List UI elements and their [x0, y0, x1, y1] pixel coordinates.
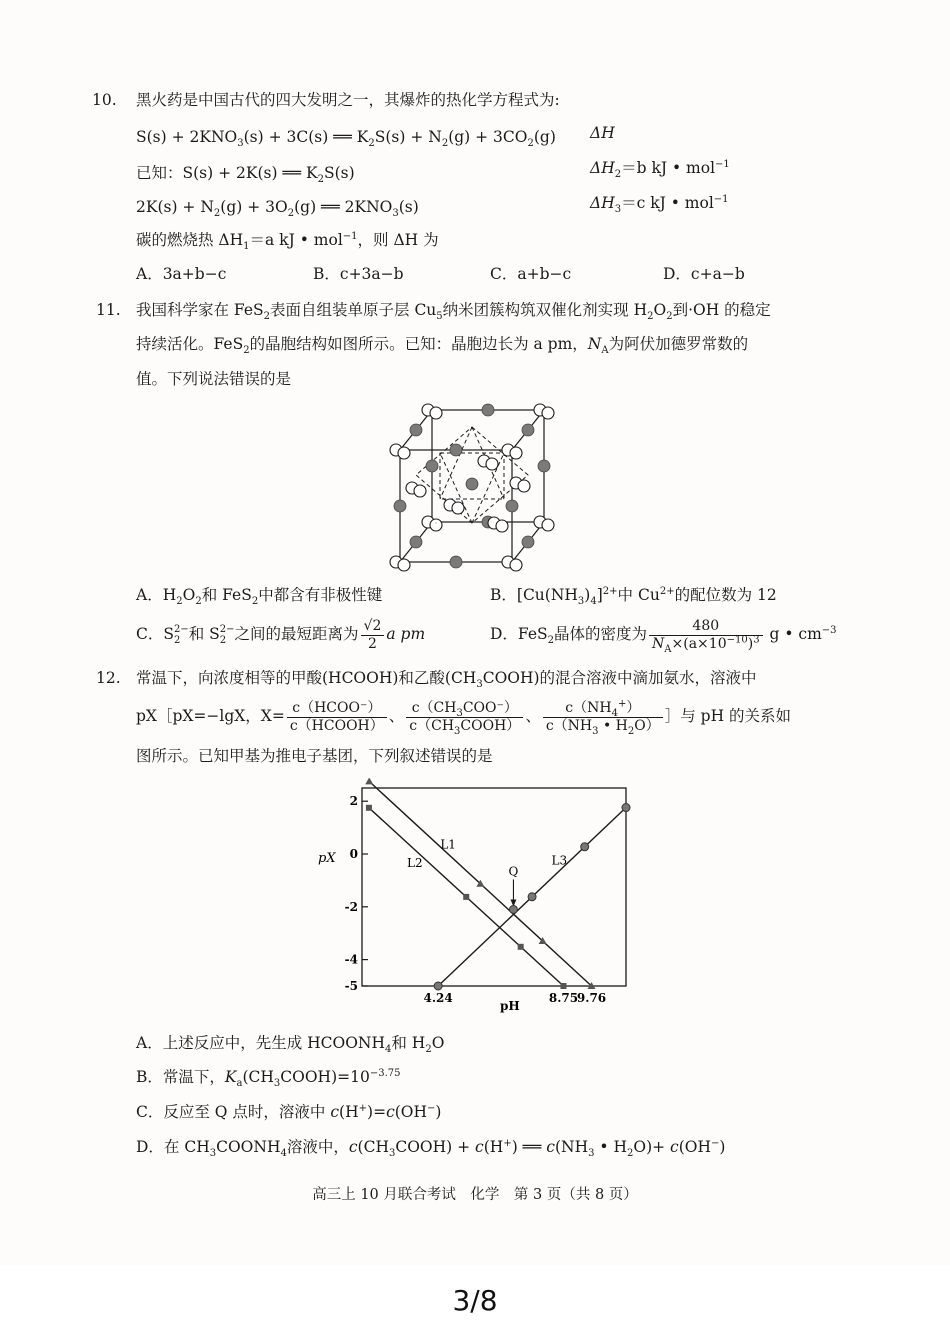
- q12-stem-line-3: 图所示。已知甲基为推电子基团，下列叙述错误的是: [136, 747, 493, 765]
- q11-stem-line-1: 我国科学家在 FeS$_2$表面自组装单原子层 $Cu_5$纳米团簇构筑双催化剂实现 $H_2O_2$到·OH 的稳定: [136, 301, 771, 323]
- q12-option-a[interactable]: A．上述反应中，先生成 $HCOONH_4$和 $H_2O$: [136, 1034, 445, 1056]
- q11-option-c-fraction: $\frac{√2}{2}$: [361, 618, 385, 653]
- q10-option-d[interactable]: D．c+a−b: [663, 265, 745, 283]
- marker-L2-1: [463, 894, 469, 900]
- x-tick-label-2: 9.76: [576, 991, 607, 1005]
- annotation-L1: L1: [440, 837, 456, 852]
- marker-L3-0: [434, 982, 442, 990]
- chart-y-axis-label: pX: [318, 851, 336, 866]
- q10-option-b[interactable]: B．c+3a−b: [313, 265, 404, 283]
- q11-stem-line-2: 持续活化。FeS$_2$的晶胞结构如图所示。已知：晶胞边长为 a pm，$N_A$为阿伏加德罗常数的: [136, 335, 749, 357]
- y-tick-label-3: -4: [344, 952, 358, 967]
- annotation-Q: Q: [508, 864, 519, 879]
- marker-L3-1: [528, 893, 536, 901]
- q10-equation-known-2: $2K(s) + N_2(g) + 3O_2(g)$ ══ $2KNO_3(s)$: [136, 198, 419, 220]
- q11-option-d[interactable]: D．FeS$_2$晶体的密度为 $\frac{480}{N_A\times(a\times 10^{-10})^3}$ g • $cm^{-3}$: [490, 617, 837, 655]
- q10-equation-main: $S(s) + 2KNO_3(s) + 3C(s)$ ══ $K_2S(s) + N_2(g) + 3CO_2(g)$: [136, 128, 556, 150]
- page-indicator: 3/8: [452, 1284, 498, 1317]
- px-ph-chart: [310, 778, 640, 1018]
- q11-option-d-fraction: $\frac{480}{N_A\times(a\times 10^{-10})^3}$: [649, 618, 763, 653]
- fes2-crystal-cell-figure: [378, 395, 568, 575]
- marker-L3-2: [581, 843, 589, 851]
- q10-delta-h: ΔH: [590, 124, 615, 142]
- chart-x-axis-label: pH: [500, 999, 520, 1013]
- q11-number: 11.: [96, 301, 121, 319]
- q-point-marker: [509, 905, 517, 913]
- q12-stem-line-1: 常温下，向浓度相等的甲酸(HCOOH)和乙酸$(CH_3COOH)$的混合溶液中滴加氨水，溶液中: [136, 669, 757, 691]
- q10-delta-h2: $\Delta H_2=b$ kJ • mol$^{-1}$: [590, 158, 730, 181]
- page-footer: 高三上 10 月联合考试 化学 第 3 页（共 8 页）: [312, 1187, 638, 1203]
- marker-L2-0: [366, 805, 372, 811]
- marker-L1-0: [365, 778, 373, 784]
- y-tick-label-4: -5: [344, 979, 358, 993]
- q12-option-d[interactable]: D．在 $CH_3COONH_4$溶液中，$c(CH_3COOH) + c(H^+)$ ══ $c(NH_3$ • $H_2O)+ c(OH^-)$: [136, 1137, 726, 1160]
- q10-equation-known-1: 已知：S(s) + 2K(s) ══ $K_2S(s)$: [136, 164, 355, 186]
- q10-stem: 黑火药是中国古代的四大发明之一，其爆炸的热化学方程式为:: [136, 91, 560, 109]
- marker-L2-3: [560, 983, 566, 989]
- x-tick-label-0: 4.24: [423, 991, 453, 1005]
- q11-option-b[interactable]: B．$[Cu(NH_3)_4]^{2+}$中 $Cu^{2+}$的配位数为 12: [490, 585, 777, 608]
- q10-option-c[interactable]: C．a+b−c: [490, 265, 572, 283]
- marker-L2-2: [518, 944, 524, 950]
- q11-option-a[interactable]: A．$H_2O_2$和 FeS$_2$中都含有非极性键: [136, 586, 383, 608]
- q12-option-c[interactable]: C．反应至 Q 点时，溶液中 c(H+)=c(OH−): [136, 1102, 442, 1121]
- q11-option-c[interactable]: C．S 2− 2 和 S 2− 2 之间的最短距离为 $\frac{√2}{2}$ a pm: [136, 617, 426, 652]
- y-tick-label-1: 0: [349, 847, 358, 861]
- q12-stem-line-2: pX［pX=−lgX，X= $\frac{\text{c（HCOO⁻）}}{\text{c（HCOOH）}}$ 、 $\frac{c(CH_3COO^-)}{c(CH_3COOH)}$ 、 $\frac{c(NH_4^+)}{c(NH_3 • H_2O)}$ ］与 pH 的关系如: [136, 697, 792, 737]
- q12-number: 12.: [96, 669, 121, 687]
- q12-option-b[interactable]: B．常温下，$K_a(CH_3COOH)=10^{-3.75}$: [136, 1067, 401, 1090]
- q10-combustion-heat: 碳的燃烧热 $\Delta H_1=a$ kJ • mol$^{-1}$，则 ΔH 为: [136, 230, 439, 253]
- marker-L3-3: [622, 804, 630, 812]
- y-tick-label-0: 2: [349, 794, 358, 809]
- q10-delta-h3: $\Delta H_3=c$ kJ • mol$^{-1}$: [590, 193, 729, 216]
- q10-number: 10.: [92, 91, 117, 109]
- q10-option-a[interactable]: A．3a+b−c: [136, 265, 227, 283]
- y-tick-label-2: -2: [344, 899, 358, 914]
- x-tick-label-1: 8.75: [548, 991, 579, 1005]
- q11-stem-line-3: 值。下列说法错误的是: [136, 370, 292, 388]
- chart-plot-frame: [362, 788, 626, 986]
- annotation-L2: L2: [406, 856, 423, 871]
- annotation-L3: L3: [551, 853, 568, 868]
